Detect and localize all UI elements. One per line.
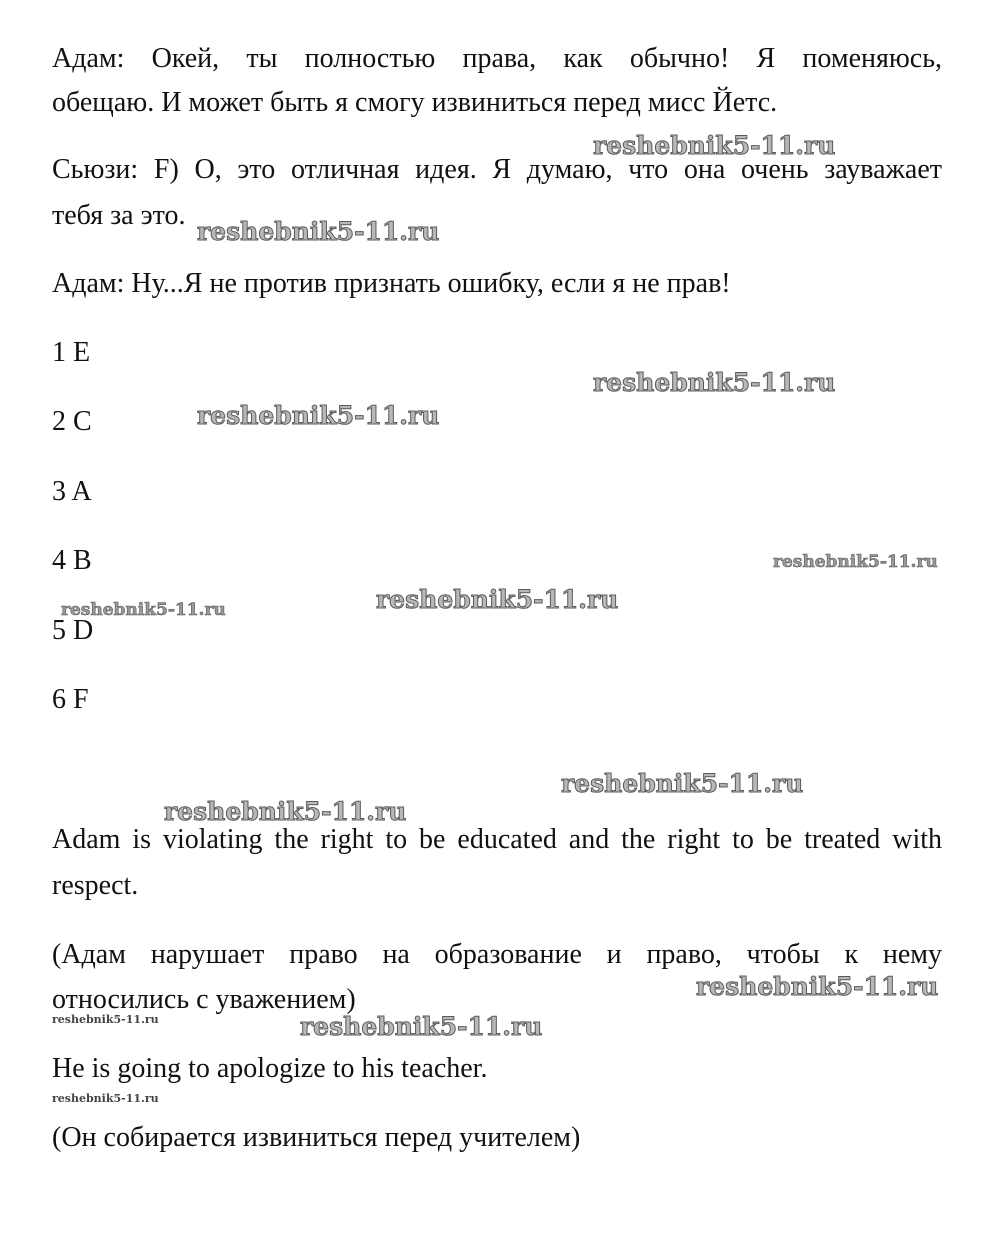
watermark: reshebnik5-11.ru xyxy=(773,552,938,572)
dialogue-suzy-line-1: Сьюзи: F) О, это отличная идея. Я думаю, что она очень зауважает xyxy=(52,154,942,185)
answer-item-4: 4 B xyxy=(52,545,92,576)
summary-en-1-line-1: Adam is violating the right to be educated and the right to be treated with xyxy=(52,824,942,855)
summary-en-1-line-2: respect. xyxy=(52,870,139,901)
summary-ru-1-line-1: (Адам нарушает право на образование и право, чтобы к нему xyxy=(52,939,942,970)
watermark: reshebnik5-11.ru xyxy=(197,401,440,430)
watermark: reshebnik5-11.ru xyxy=(561,769,804,798)
summary-en-2: He is going to apologize to his teacher. xyxy=(52,1053,488,1084)
watermark: reshebnik5-11.ru xyxy=(376,585,619,614)
watermark: reshebnik5-11.ru xyxy=(52,1013,159,1026)
watermark: reshebnik5-11.ru xyxy=(164,797,407,826)
dialogue-adam-line-1: Адам: Окей, ты полностью права, как обычно! Я поменяюсь, xyxy=(52,43,942,74)
dialogue-adam-line-2: обещаю. И может быть я смогу извиниться перед мисс Йетс. xyxy=(52,87,778,118)
dialogue-adam-line-3: Адам: Ну...Я не против признать ошибку, если я не прав! xyxy=(52,268,731,299)
watermark: reshebnik5-11.ru xyxy=(197,217,440,246)
summary-ru-1-line-2: относились с уважением) xyxy=(52,984,356,1015)
watermark: reshebnik5-11.ru xyxy=(593,368,836,397)
answer-item-2: 2 C xyxy=(52,406,92,437)
answer-item-3: 3 A xyxy=(52,476,92,507)
watermark: reshebnik5-11.ru xyxy=(696,972,939,1001)
watermark: reshebnik5-11.ru xyxy=(52,1092,159,1105)
answer-item-5: 5 D xyxy=(52,615,94,646)
summary-ru-2: (Он собирается извиниться перед учителем) xyxy=(52,1122,581,1153)
watermark: reshebnik5-11.ru xyxy=(300,1012,543,1041)
answer-item-1: 1 E xyxy=(52,337,91,368)
answer-item-6: 6 F xyxy=(52,684,89,715)
watermark: reshebnik5-11.ru xyxy=(61,600,226,620)
watermark: reshebnik5-11.ru xyxy=(593,131,836,160)
dialogue-suzy-line-2: тебя за это. xyxy=(52,200,186,231)
